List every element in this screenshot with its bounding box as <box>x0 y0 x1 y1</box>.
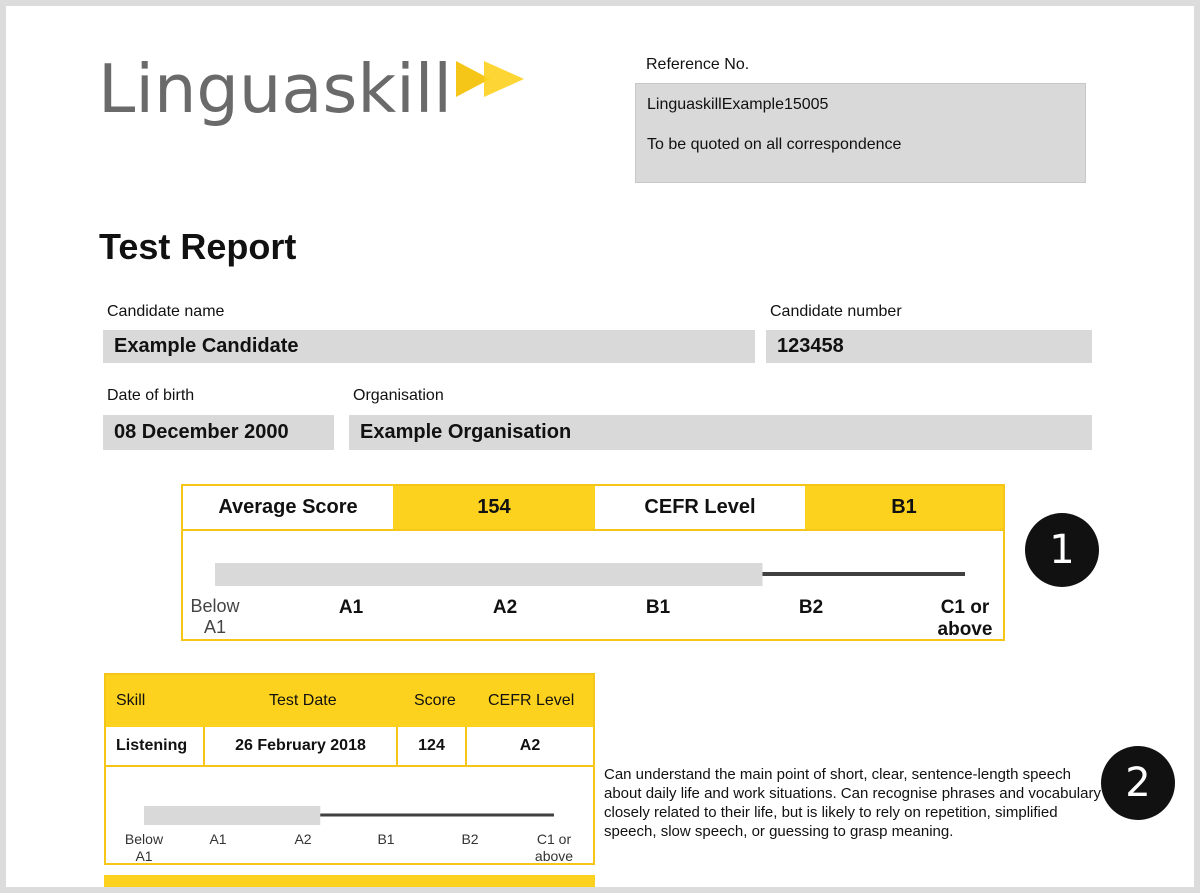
overall-score-row <box>183 486 1003 531</box>
skill-tick-label: A2 <box>294 831 312 847</box>
overall-tick-label: A1 <box>338 597 364 618</box>
overall-tick-label: C1 or above <box>937 597 993 640</box>
average-score-value: 154 <box>393 486 595 529</box>
header-test-date: Test Date <box>269 692 337 709</box>
header-skill: Skill <box>116 692 146 709</box>
reference-number: LinguaskillExample15005 <box>647 96 829 113</box>
double-arrow-icon <box>456 59 526 99</box>
skill-tick-label: Below A1 <box>124 831 164 864</box>
overall-scale-ticks <box>183 531 1003 641</box>
organisation-field: Example Organisation <box>349 415 1092 450</box>
skill-tick-label: A1 <box>209 831 227 847</box>
reference-label: Reference No. <box>646 56 750 73</box>
skill-tick-label: B2 <box>461 831 479 847</box>
skill-tick-label: B1 <box>377 831 395 847</box>
reference-box <box>635 83 1086 183</box>
cefr-level-value: B1 <box>805 486 1003 529</box>
callout-badge-1: 1 <box>1025 513 1099 587</box>
logo-wordmark: Linguaskill <box>98 50 453 128</box>
skill-description: Can understand the main point of short, clear, sentence-length speech about daily life and work situations. Can recognise phrases and vocabulary closely related to their life, but is likely to rely on repetition, simplified speech, slow speech, or guessing to grasp meaning. <box>604 766 1101 840</box>
candidate-number-label: Candidate number <box>770 303 902 320</box>
page-title: Test Report <box>99 226 297 267</box>
overall-tick-label: A2 <box>492 597 518 618</box>
test-report-page <box>6 6 1194 887</box>
reference-note: To be quoted on all correspondence <box>647 136 902 153</box>
overall-tick-label: Below A1 <box>190 596 240 637</box>
overall-cefr-scale <box>183 531 1003 641</box>
overall-score-panel <box>181 484 1005 641</box>
dob-label: Date of birth <box>107 387 195 404</box>
skill-name: Listening <box>116 737 188 754</box>
skill-row-listening <box>106 727 593 767</box>
candidate-number-field: 123458 <box>766 330 1092 363</box>
next-skill-header-strip <box>104 875 595 887</box>
overall-tick-label: B2 <box>798 597 824 618</box>
skill-score-panel <box>104 673 595 865</box>
header-score: Score <box>414 692 456 709</box>
linguaskill-logo <box>98 50 526 128</box>
dob-field: 08 December 2000 <box>103 415 334 450</box>
callout-badge-2: 2 <box>1101 746 1175 820</box>
candidate-name-field: Example Candidate <box>103 330 755 363</box>
cefr-level-label: CEFR Level <box>644 496 756 518</box>
header-cefr-level: CEFR Level <box>488 692 575 709</box>
candidate-name-label: Candidate name <box>107 303 225 320</box>
skill-tick-label: C1 or above <box>534 831 574 864</box>
average-score-label: Average Score <box>218 496 358 518</box>
overall-tick-label: B1 <box>645 597 671 618</box>
organisation-label: Organisation <box>353 387 444 404</box>
skill-scale-ticks <box>106 767 593 863</box>
skill-table-header <box>106 675 593 727</box>
skill-cefr-scale <box>106 767 593 863</box>
skill-score: 124 <box>418 737 445 754</box>
skill-cefr-level: A2 <box>519 737 541 754</box>
skill-test-date: 26 February 2018 <box>235 737 366 754</box>
